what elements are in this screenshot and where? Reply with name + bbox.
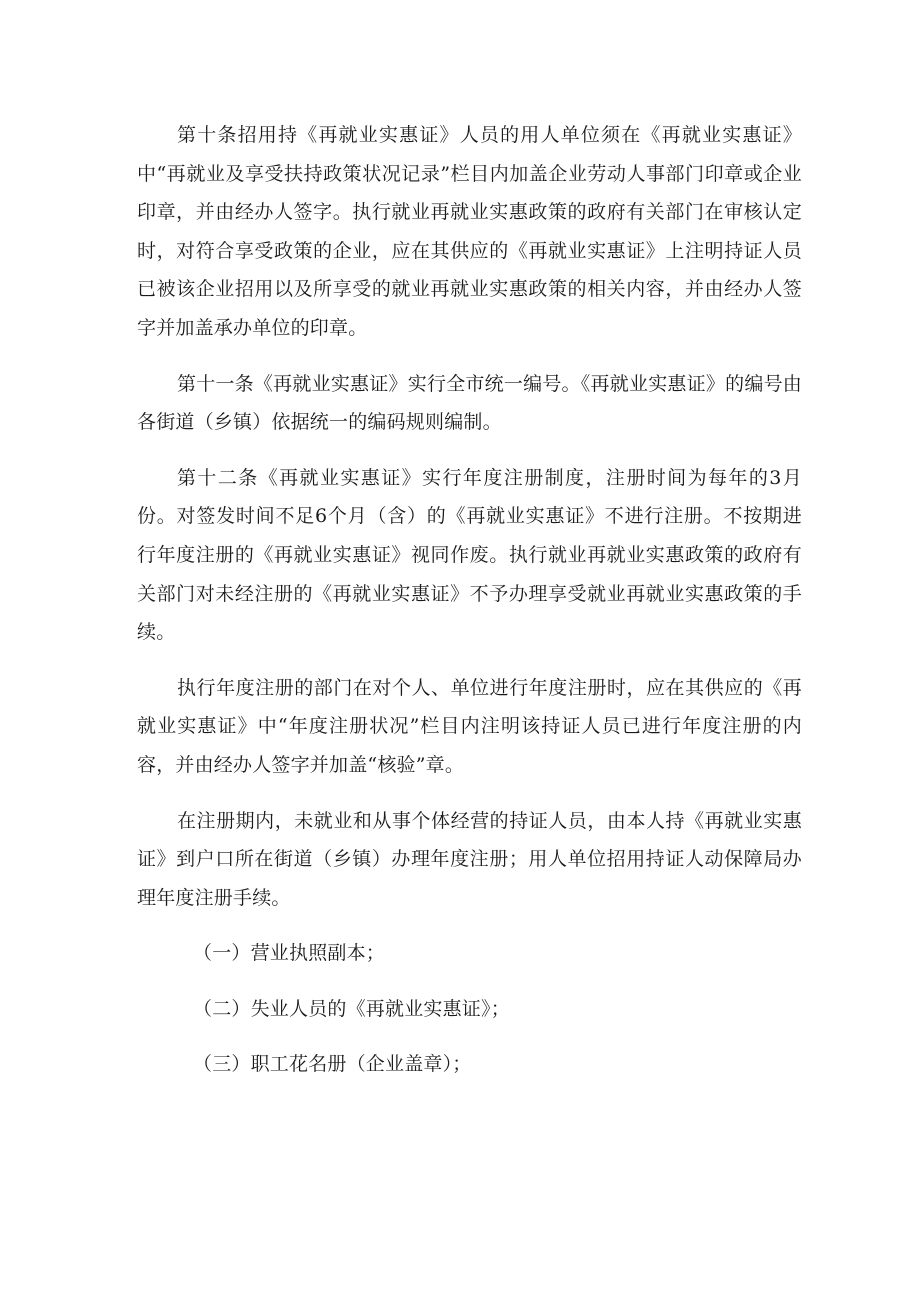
article-11-paragraph: 第十一条《再就业实惠证》实行全市统一编号。《再就业实惠证》的编号由各街道（乡镇）依据统一的编码规则编制。 (137, 372, 802, 434)
article-12-paragraph: 第十二条《再就业实惠证》实行年度注册制度，注册时间为每年的3月份。对签发时间不足6个月（含）的《再就业实惠证》不进行注册。不按期进行年度注册的《再就业实惠证》视同作废。执行就业再就业实惠政策的政府有关部门对未经注册的《再就业实惠证》不予办理享受就业再就业实惠政策的手续。 (137, 466, 802, 644)
article-10-paragraph: 第十条招用持《再就业实惠证》人员的用人单位须在《再就业实惠证》中“再就业及享受扶持政策状况记录”栏目内加盖企业劳动人事部门印章或企业印章，并由经办人签字。执行就业再就业实惠政策的政府有关部门在审核认定时，对符合享受政策的企业，应在其供应的《再就业实惠证》上注明持证人员已被该企业招用以及所享受的就业再就业实惠政策的相关内容，并由经办人签字并加盖承办单位的印章。 (137, 124, 802, 339)
document-body (137, 116, 802, 1101)
registration-period-paragraph: 在注册期内，未就业和从事个体经营的持证人员，由本人持《再就业实惠证》到户口所在街道（乡镇）办理年度注册；用人单位招用持证人动保障局办理年度注册手续。 (137, 809, 802, 909)
annual-registration-paragraph: 执行年度注册的部门在对个人、单位进行年度注册时，应在其供应的《再就业实惠证》中“年度注册状况”栏目内注明该持证人员已进行年度注册的内容，并由经办人签字并加盖“核验”章。 (137, 676, 802, 776)
list-item-business-license: （一）营业执照副本； (193, 942, 386, 965)
list-item-employee-roster: （三）职工花名册（企业盖章）； (193, 1053, 472, 1076)
list-item-reemployment-certificate: （二）失业人员的《再就业实惠证》； (193, 997, 510, 1020)
